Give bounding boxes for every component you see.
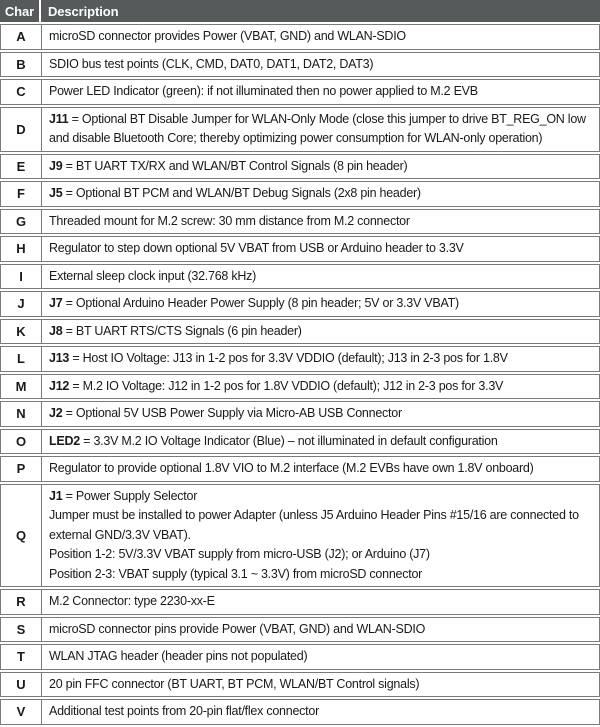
table-row	[0, 181, 600, 207]
table-row	[0, 24, 600, 50]
header-cell-description: Description	[41, 0, 600, 22]
row-char-cell: N	[0, 401, 41, 427]
row-description-cell	[41, 154, 600, 180]
table-row	[0, 154, 600, 180]
row-description-cell	[41, 456, 600, 482]
table-row	[0, 456, 600, 482]
reference-designator: J13	[49, 351, 70, 365]
description-line: Power LED Indicator (green): if not illuminated then no power applied to M.2 EVB	[49, 84, 478, 98]
row-char-cell: C	[0, 79, 41, 105]
reference-designator: J9	[49, 158, 63, 173]
row-description-cell	[41, 401, 600, 427]
description-line: microSD connector pins provide Power (VBAT, GND) and WLAN-SDIO	[49, 621, 426, 636]
row-description-cell	[41, 589, 600, 615]
row-char-cell: G	[0, 209, 41, 235]
row-description-cell	[41, 429, 600, 455]
row-char-cell: E	[0, 154, 41, 180]
description-line: J1 = Power Supply Selector	[49, 488, 198, 503]
description-line: M.2 Connector: type 2230-xx-E	[49, 594, 215, 608]
table-row	[0, 319, 600, 345]
row-description-cell	[41, 52, 600, 78]
row-char-cell: Q	[0, 484, 41, 588]
row-char-cell: U	[0, 672, 41, 698]
description-line: J2 = Optional 5V USB Power Supply via Micro-AB USB Connector	[49, 406, 402, 420]
row-char-cell: R	[0, 589, 41, 615]
row-description-cell	[41, 672, 600, 698]
description-line: J11 = Optional BT Disable Jumper for WLAN-Only Mode (close this jumper to drive BT_REG_ON low and disable Bluetooth Core; thereby optimizing power consumption for WLAN-only operation)	[49, 111, 586, 145]
table-row	[0, 429, 600, 455]
row-char-cell: I	[0, 264, 41, 290]
row-char-cell: P	[0, 456, 41, 482]
table-row	[0, 79, 600, 105]
reference-designator: J7	[49, 296, 63, 310]
row-description-cell	[41, 264, 600, 290]
table-row	[0, 672, 600, 698]
description-line: External sleep clock input (32.768 kHz)	[49, 268, 257, 283]
description-line: J9 = BT UART TX/RX and WLAN/BT Control Signals (8 pin header)	[49, 158, 408, 173]
description-line: SDIO bus test points (CLK, CMD, DAT0, DAT1, DAT2, DAT3)	[49, 56, 374, 71]
table-row	[0, 346, 600, 372]
reference-designator: J12	[49, 378, 70, 393]
table-row	[0, 617, 600, 643]
row-description-cell	[41, 107, 600, 152]
row-char-cell: V	[0, 699, 41, 725]
row-char-cell: M	[0, 374, 41, 400]
reference-designator: LED2	[49, 433, 80, 448]
description-line: LED2 = 3.3V M.2 IO Voltage Indicator (Blue) – not illuminated in default configuration	[49, 433, 498, 448]
reference-designator: J2	[49, 406, 63, 420]
row-description-cell	[41, 79, 600, 105]
row-description-cell	[41, 319, 600, 345]
row-description-cell	[41, 699, 600, 725]
description-line: J8 = BT UART RTS/CTS Signals (6 pin header)	[49, 323, 302, 338]
row-description-cell	[41, 617, 600, 643]
table-row	[0, 291, 600, 317]
row-description-cell	[41, 484, 600, 588]
description-line: Additional test points from 20-pin flat/flex connector	[49, 704, 319, 718]
row-char-cell: L	[0, 346, 41, 372]
header-cell-char: Char	[0, 0, 41, 22]
table-row	[0, 52, 600, 78]
row-char-cell: K	[0, 319, 41, 345]
table-row	[0, 209, 600, 235]
row-char-cell: T	[0, 644, 41, 670]
table-header	[0, 0, 600, 22]
description-line: Regulator to provide optional 1.8V VIO to M.2 interface (M.2 EVBs have own 1.8V onboard)	[49, 461, 534, 475]
table-row	[0, 644, 600, 670]
row-char-cell: A	[0, 24, 41, 50]
description-line: Regulator to step down optional 5V VBAT from USB or Arduino header to 3.3V	[49, 241, 464, 255]
row-description-cell	[41, 181, 600, 207]
table-row	[0, 107, 600, 152]
row-char-cell: F	[0, 181, 41, 207]
row-char-cell: H	[0, 236, 41, 262]
table-row	[0, 484, 600, 588]
description-line: Position 2-3: VBAT supply (typical 3.1 ~ 3.3V) from microSD connector	[49, 566, 423, 581]
row-char-cell: J	[0, 291, 41, 317]
row-description-cell	[41, 24, 600, 50]
description-line: J13 = Host IO Voltage: J13 in 1-2 pos for 3.3V VDDIO (default); J13 in 2-3 pos for 1.8V	[49, 351, 508, 365]
description-line: J7 = Optional Arduino Header Power Supply (8 pin header; 5V or 3.3V VBAT)	[49, 296, 459, 310]
row-description-cell	[41, 644, 600, 670]
description-line: Position 1-2: 5V/3.3V VBAT supply from micro-USB (J2); or Arduino (J7)	[49, 547, 430, 561]
description-line: J5 = Optional BT PCM and WLAN/BT Debug Signals (2x8 pin header)	[49, 186, 421, 200]
description-line: WLAN JTAG header (header pins not populated)	[49, 649, 308, 663]
reference-designator: J1	[49, 488, 63, 503]
description-line: J12 = M.2 IO Voltage: J12 in 1-2 pos for 1.8V VDDIO (default); J12 in 2-3 pos for 3.3V	[49, 378, 504, 393]
description-line: Jumper must be installed to power Adapter (unless J5 Arduino Header Pins #15/16 are connected to external GND/3.3V VBAT).	[49, 508, 579, 542]
row-description-cell	[41, 209, 600, 235]
row-char-cell: O	[0, 429, 41, 455]
description-line: Threaded mount for M.2 screw: 30 mm distance from M.2 connector	[49, 213, 410, 228]
reference-designator: J8	[49, 323, 63, 338]
table-row	[0, 401, 600, 427]
row-char-cell: B	[0, 52, 41, 78]
row-description-cell	[41, 374, 600, 400]
row-description-cell	[41, 346, 600, 372]
table-row	[0, 264, 600, 290]
table-row	[0, 374, 600, 400]
table-row	[0, 589, 600, 615]
row-description-cell	[41, 291, 600, 317]
header-row	[0, 0, 600, 22]
reference-designator: J5	[49, 186, 63, 200]
description-line: 20 pin FFC connector (BT UART, BT PCM, WLAN/BT Control signals)	[49, 676, 420, 691]
table-body	[0, 24, 600, 725]
table-row	[0, 236, 600, 262]
row-char-cell: D	[0, 107, 41, 152]
reference-designator: J11	[49, 111, 69, 126]
row-description-cell	[41, 236, 600, 262]
table-row	[0, 699, 600, 725]
row-char-cell: S	[0, 617, 41, 643]
description-line: microSD connector provides Power (VBAT, GND) and WLAN-SDIO	[49, 29, 406, 43]
